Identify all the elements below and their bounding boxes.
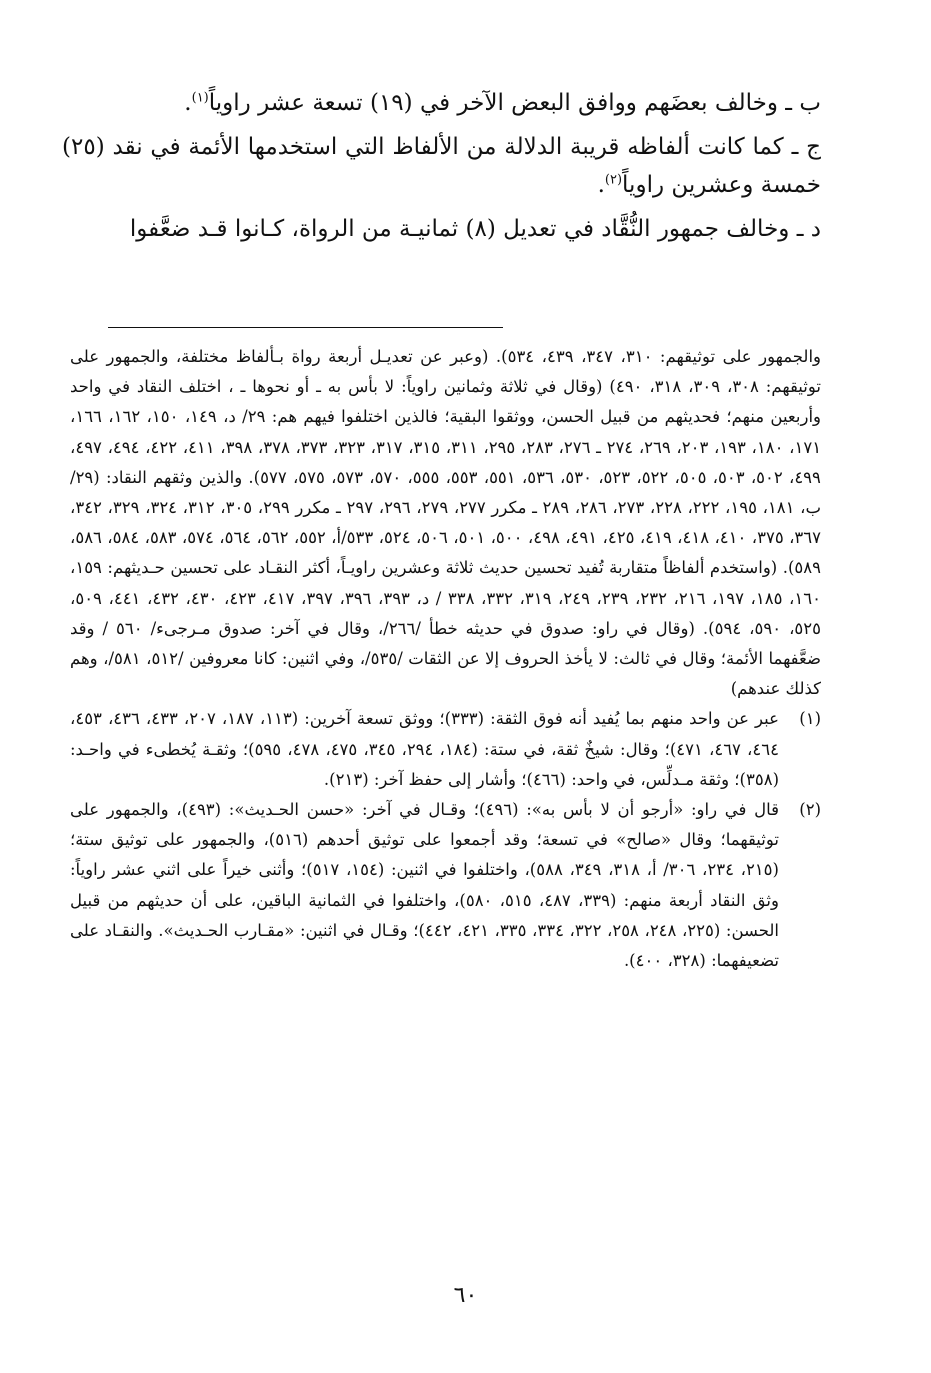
main-text [62,84,821,254]
footnote-1-text: عبر عن واحد منهم بما يُفيد أنه فوق الثقة: (٣٣٣)؛ ووثق تسعة آخرين: (١١٣، ١٨٧، ٢٠٧، ٤٣٣، ٤٣٦، ٤٥٣، ٤٦٤، ٤٦٧، ٤٧١)؛ وقال: شيخٌ ثقة، في ستة: (١٨٤، ٢٩٤، ٣٤٥، ٤٧٥، ٤٧٨، ٥٩٥)؛ وثقـة يُخطىء في واحـد: (٣٥٨)؛ وثقة مـدلِّس، في واحد: (٤٦٦)؛ وأشار إلى حفظ آخر: (٢١٣). [70,709,779,789]
page-number: ٦٠ [453,1283,478,1308]
main-item-j [62,128,821,204]
main-item-d-text: د ـ وخالف جمهور النُّقَّاد في تعديل (٨) ثمانيـة من الرواة، كـانوا قـد ضعَّفوا [129,216,821,242]
main-item-b-tail: . [184,90,192,116]
footnote-1 [70,704,821,795]
footnote-continuation: والجمهور على توثيقهم: ٣١٠، ٣٤٧، ٤٣٩، ٥٣٤). (وعبر عن تعديـل أربعة رواة بـألفاظ مختلفة، والجمهور على توثيقهم: ٣٠٨، ٣٠٩، ٣١٨، ٤٩٠) (وقال في ثلاثة وثمانين راوياً: لا بأس به ـ أو نحوها ـ ، اختلف النقاد في واحد وأربعين منهم؛ فحديثهم من قبيل الحسن، ووثقوا البقية؛ فالذين اختلفوا فيهم هم: ٢٩/ د، ١٤٩، ١٥٠، ١٦٢، ١٦٦، ١٧١، ١٨٠، ١٩٣، ٢٠٣، ٢٦٩، ٢٧٤ ـ ٢٧٦، ٢٨٣، ٢٩٥، ٣١١، ٣١٥، ٣١٧، ٣٢٣، ٣٧٣، ٣٧٨، ٣٩٨، ٤١١، ٤٢٢، ٤٩٤، ٤٩٧، ٤٩٩، ٥٠٢، ٥٠٣، ٥٠٥، ٥٢٢، ٥٢٣، ٥٣٠، ٥٣٦، ٥٥١، ٥٥٣، ٥٥٥، ٥٧٠، ٥٧٣، ٥٧٥، ٥٧٧). والذين وثقهم النقاد: (٢٩/ ب، ١٨١، ١٩٥، ٢٢٢، ٢٢٨، ٢٧٣، ٢٨٦، ٢٨٩ ـ مكرر ٢٧٧، ٢٧٩، ٢٩٦، ٢٩٧ ـ مكرر ٢٩٩، ٣٠٥، ٣١٢، ٣٢٤، ٣٢٩، ٣٤٢، ٣٦٧، ٣٧٥، ٤١٠، ٤١٨، ٤١٩، ٤٢٥، ٤٩١، ٤٩٨، ٥٠٠، ٥٠١، ٥٠٦، ٥٢٤، ٥٣٣/أ، ٥٥٢، ٥٦٢، ٥٦٤، ٥٧٤، ٥٨٣، ٥٨٤، ٥٨٦، ٥٨٩). (واستخدم ألفاظاً متقاربة تُفيد تحسين حديث ثلاثة وعشرين راويـاً، أكثر النقـاد على تحسين حـديثهم: ١٥٩، ١٦٠، ١٨٥، ١٩٧، ٢١٦، ٢٣٢، ٢٣٩، ٢٤٩، ٣١٩، ٣٣٢، ٣٣٨ / د، ٣٩٣، ٣٩٦، ٣٩٧، ٤١٧، ٤٢٣، ٤٣٠، ٤٣٢، ٤٤١، ٥٠٩، ٥٢٥، ٥٩٠، ٥٩٤). (وقال في راو: صدوق في حديثه خطأ /٢٦٦/، وقال في آخر: صدوق مـرجىء/ ٥٦٠ / وقد ضعَّفهما الأئمة؛ وقال في ثالث: لا يأخذ الحروف إلا عن الثقات /٥٣٥/، وفي اثنين: كانا معروفين /٥١٢، ٥٨١/، وهم كذلك عندهم) [70,347,822,699]
footnote-2-number: (٢) [799,800,821,820]
main-item-b-text: ب ـ وخالف بعضَهم ووافق البعض الآخر في (١٩) تسعة عشر راوياً [208,90,821,116]
footnote-ref-1[interactable]: (١) [191,90,209,106]
main-item-j-tail: . [597,172,605,198]
main-item-j-text: ج ـ كما كانت ألفاظه قريبة الدلالة من الألفاظ التي استخدمها الأئمة في نقد (٢٥) خمسة وعشرين راوياً [62,134,821,198]
main-item-b [62,84,821,122]
footnote-2 [70,795,821,976]
footnote-2-text: قال في راو: «أرجو أن لا بأس به»: (٤٩٦)؛ وقـال في آخر: «حسن الحـديث»: (٤٩٣)، والجمهور على توثيقهما؛ وقال «صالح» في تسعة؛ وقد أجمعوا على توثيق أحدهم (٥١٦)، والجمهور على توثيق ستة؛ (٢١٥، ٢٣٤، ٣٠٦/ أ، ٣١٨، ٣٤٩، ٥٨٨)، واختلفوا في اثنين: (١٥٤، ٥١٧)؛ وأثنى خيراً على اثني عشر راوياً: وثق النقاد أربعة منهم: (٣٣٩، ٤٨٧، ٥١٥، ٥٨٠)، واختلفوا في الثمانية الباقين، على أن حديثهم من قبيل الحسن: (٢٢٥، ٢٤٨، ٢٥٨، ٣٢٢، ٣٣٤، ٣٣٥، ٤٢١، ٤٤٢)؛ وقـال في اثنين: «مقـارب الحـديث». والنقـاد على تضعيفهما: (٣٢٨، ٤٠٠). [70,800,779,971]
main-item-d [62,210,821,248]
footnote-1-number: (١) [799,709,821,729]
footnote-separator [108,327,503,328]
footnotes [70,342,821,976]
footnote-ref-2[interactable]: (٢) [604,172,623,188]
